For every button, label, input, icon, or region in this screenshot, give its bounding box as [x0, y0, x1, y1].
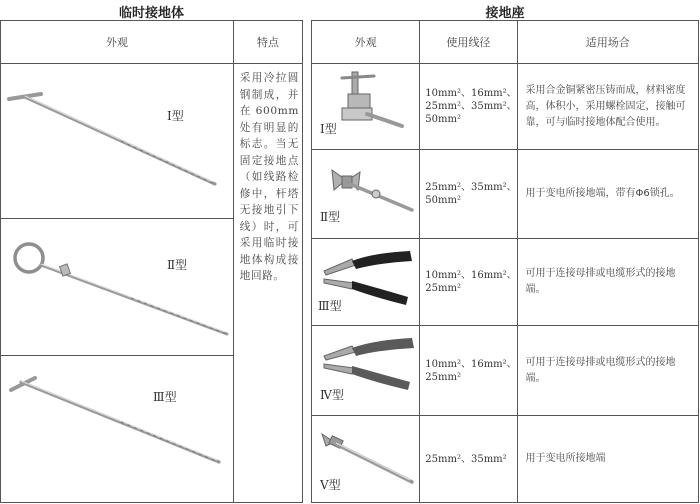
- ground-seat-type-5-label: Ⅴ型: [320, 478, 341, 492]
- ground-seat-type-1-cell: [312, 64, 420, 150]
- header-spec: 使用线径: [420, 21, 517, 64]
- ground-rod-type-3-cell: [1, 356, 234, 503]
- ground-seat-type-4-label: Ⅳ型: [320, 388, 344, 402]
- ground-rod-feature-text: 采用冷拉圆钢制成，并在600mm处有明显的标志。当无固定接地点（如线路检修中，杆塔无接地引下线）时，可采用临时接地体构成接地回路。: [233, 64, 302, 503]
- ground-seat-type-2-spec: 25mm²、35mm²、 50mm²: [420, 150, 517, 239]
- ground-rod-type-1-cell: [1, 64, 234, 219]
- ground-seat-type-5-spec: 25mm²、35mm²: [420, 416, 517, 503]
- ground-seat-type-3-use: 可用于连接母排或电缆形式的接地端。: [517, 239, 698, 326]
- left-table-title: 临时接地体: [118, 6, 184, 21]
- wing-nut-clamp-icon: [312, 150, 420, 239]
- ground-seat-type-2-label: Ⅱ型: [320, 210, 341, 224]
- header-look: 外观: [312, 21, 420, 64]
- ground-rod-type-1-label: Ⅰ型: [167, 109, 184, 123]
- ground-rod-type-2-cell: [1, 219, 234, 356]
- header-feature: 特点: [233, 21, 302, 64]
- ground-rod-type-3-label: Ⅲ型: [153, 390, 177, 404]
- ground-seat-type-4-use: 可用于连接母排或电缆形式的接地端。: [517, 326, 698, 416]
- right-table-title: 接地座: [485, 6, 525, 21]
- screw-clamp-icon: [312, 64, 420, 150]
- ground-seat-type-3-spec: 10mm²、16mm²、 25mm²: [420, 239, 517, 326]
- ground-rod-type-2-label: Ⅱ型: [167, 258, 188, 272]
- header-use: 适用场合: [517, 21, 698, 64]
- header-look: 外观: [1, 21, 234, 64]
- ground-seat-type-1-spec: 10mm²、16mm²、 25mm²、35mm²、 50mm²: [420, 64, 517, 150]
- ground-seat-type-4-cell: [312, 326, 420, 416]
- ground-seat-type-3-label: Ⅲ型: [318, 299, 342, 313]
- ring-handle-ground-rod-icon: [1, 219, 233, 356]
- ground-rod-table: [0, 20, 303, 503]
- ground-seat-type-5-cell: [312, 416, 420, 503]
- ground-seat-type-5-use: 用于变电所接地端: [517, 416, 698, 503]
- t-handle-ground-rod-icon: [1, 64, 233, 219]
- ground-seat-type-4-spec: 10mm²、16mm²、 25mm²: [420, 326, 517, 416]
- ground-seat-type-3-cell: [312, 239, 420, 326]
- t-handle-ground-rod-icon: [1, 356, 233, 503]
- ground-seat-type-1-label: Ⅰ型: [320, 122, 337, 136]
- ground-seat-type-2-cell: [312, 150, 420, 239]
- ground-seat-table: [311, 20, 699, 503]
- ground-seat-type-2-use: 用于变电所接地端，带有Φ6锁孔。: [517, 150, 698, 239]
- ground-seat-type-1-use: 采用合金铜紧密压铸而成，材料密度高，体积小，采用螺栓固定，接触可靠，可与临时接地体配合使用。: [517, 64, 698, 150]
